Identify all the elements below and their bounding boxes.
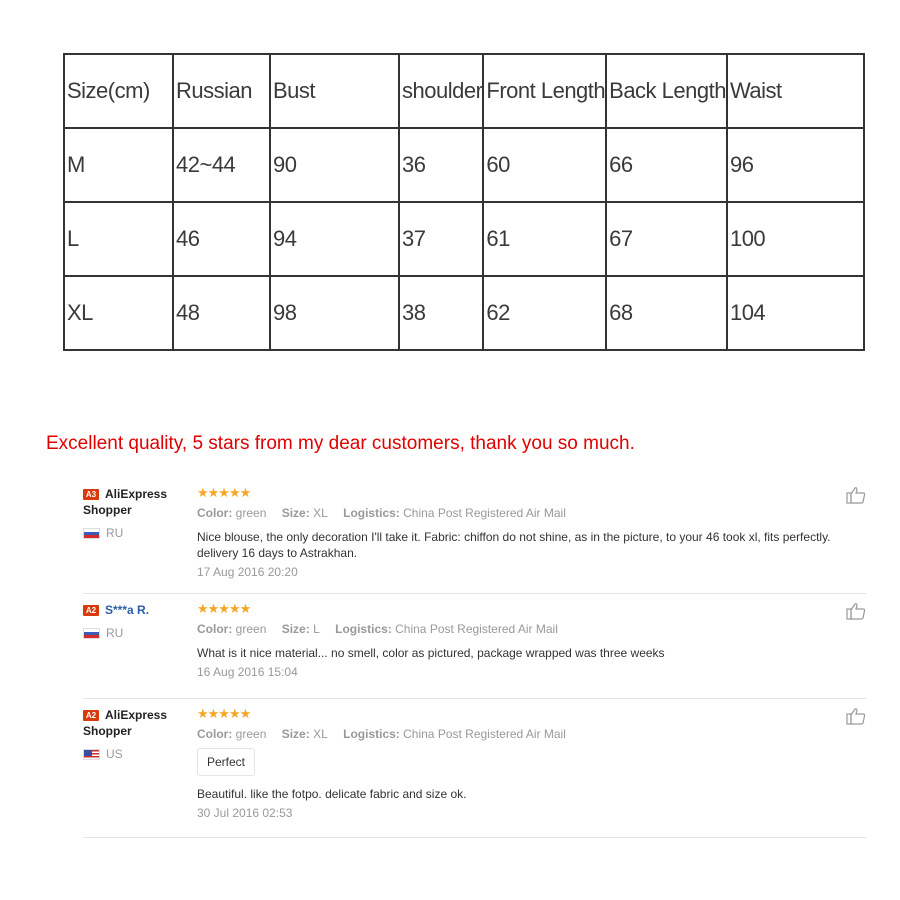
table-cell: 38 [399, 276, 483, 350]
review-date: 16 Aug 2016 15:04 [197, 665, 298, 679]
review-content [197, 707, 866, 820]
table-cell: L [64, 202, 173, 276]
logistics-label: Logistics: [343, 727, 400, 741]
user-name-text: AliExpress Shopper [83, 708, 168, 738]
thumbs-up-icon[interactable] [846, 707, 866, 725]
size-value: L [313, 622, 320, 636]
size-value: XL [313, 727, 328, 741]
country-code: RU [106, 626, 124, 640]
review-item [83, 478, 866, 594]
color-value: green [235, 506, 267, 520]
color-label: Color: [197, 622, 233, 636]
star-rating: ★★★★★ [197, 706, 251, 721]
color-label: Color: [197, 506, 233, 520]
user-name-text: AliExpress Shopper [83, 487, 168, 517]
russia-flag-icon [83, 628, 100, 639]
size-chart [63, 53, 865, 351]
review-user [83, 602, 191, 640]
size-label: Size: [281, 622, 310, 636]
table-cell: 94 [270, 202, 399, 276]
review-date: 30 Jul 2016 02:53 [197, 806, 293, 820]
user-name [83, 486, 191, 518]
usa-flag-icon [83, 749, 100, 760]
review-text: Beautiful. like the fotpo. delicate fabric and size ok. [197, 787, 467, 801]
table-cell: 42~44 [173, 128, 270, 202]
logistics-value: China Post Registered Air Mail [403, 506, 566, 520]
table-cell: 100 [727, 202, 864, 276]
color-value: green [235, 727, 267, 741]
logistics-label: Logistics: [343, 506, 400, 520]
color-label: Color: [197, 727, 233, 741]
header-cell: Size(cm) [64, 54, 173, 128]
review-date: 17 Aug 2016 20:20 [197, 565, 298, 579]
headline: Excellent quality, 5 stars from my dear customers, thank you so much. [46, 433, 635, 454]
user-country [83, 747, 191, 761]
country-code: US [106, 747, 123, 761]
header-cell: shoulder [399, 54, 483, 128]
table-cell: 37 [399, 202, 483, 276]
user-country [83, 626, 191, 640]
header-cell: Back Length [606, 54, 727, 128]
logistics-value: China Post Registered Air Mail [403, 727, 566, 741]
review-meta [197, 506, 866, 520]
user-name-text[interactable]: S***a R. [105, 603, 150, 617]
review-content [197, 602, 866, 679]
review-text: Nice blouse, the only decoration I'll take it. Fabric: chiffon do not shine, as in the picture, to your 46 took xl, fits perfectly. delivery 16 days to Astrakhan. [197, 530, 831, 560]
size-table-row [64, 276, 864, 350]
review-content [197, 486, 866, 579]
review-item [83, 699, 866, 838]
size-table-row [64, 202, 864, 276]
star-rating: ★★★★★ [197, 601, 251, 616]
user-country [83, 526, 191, 540]
size-label: Size: [281, 727, 310, 741]
star-rating: ★★★★★ [197, 485, 251, 500]
user-name [83, 707, 191, 739]
table-cell: 62 [483, 276, 606, 350]
table-cell: 66 [606, 128, 727, 202]
review-meta [197, 727, 866, 741]
review-user [83, 707, 191, 761]
table-cell: 46 [173, 202, 270, 276]
russia-flag-icon [83, 528, 100, 539]
level-badge: A2 [83, 710, 99, 721]
review-tag: Perfect [197, 748, 255, 776]
header-cell: Waist [727, 54, 864, 128]
table-cell: M [64, 128, 173, 202]
size-table-header-row [64, 54, 864, 128]
size-label: Size: [281, 506, 310, 520]
header-cell: Russian [173, 54, 270, 128]
size-table [63, 53, 865, 351]
table-cell: 60 [483, 128, 606, 202]
user-name[interactable] [83, 602, 191, 618]
table-cell: XL [64, 276, 173, 350]
level-badge: A2 [83, 605, 99, 616]
table-cell: 36 [399, 128, 483, 202]
table-cell: 48 [173, 276, 270, 350]
header-cell: Bust [270, 54, 399, 128]
size-value: XL [313, 506, 328, 520]
logistics-label: Logistics: [335, 622, 392, 636]
level-badge: A3 [83, 489, 99, 500]
table-cell: 67 [606, 202, 727, 276]
review-list [83, 478, 866, 838]
thumbs-up-icon[interactable] [846, 486, 866, 504]
review-user [83, 486, 191, 540]
header-cell: Front Length [483, 54, 606, 128]
size-table-row [64, 128, 864, 202]
table-cell: 104 [727, 276, 864, 350]
review-item [83, 594, 866, 699]
logistics-value: China Post Registered Air Mail [395, 622, 558, 636]
country-code: RU [106, 526, 124, 540]
table-cell: 98 [270, 276, 399, 350]
table-cell: 68 [606, 276, 727, 350]
review-meta [197, 622, 866, 636]
thumbs-up-icon[interactable] [846, 602, 866, 620]
table-cell: 96 [727, 128, 864, 202]
color-value: green [235, 622, 267, 636]
table-cell: 61 [483, 202, 606, 276]
review-text: What is it nice material... no smell, color as pictured, package wrapped was three weeks [197, 646, 665, 660]
table-cell: 90 [270, 128, 399, 202]
